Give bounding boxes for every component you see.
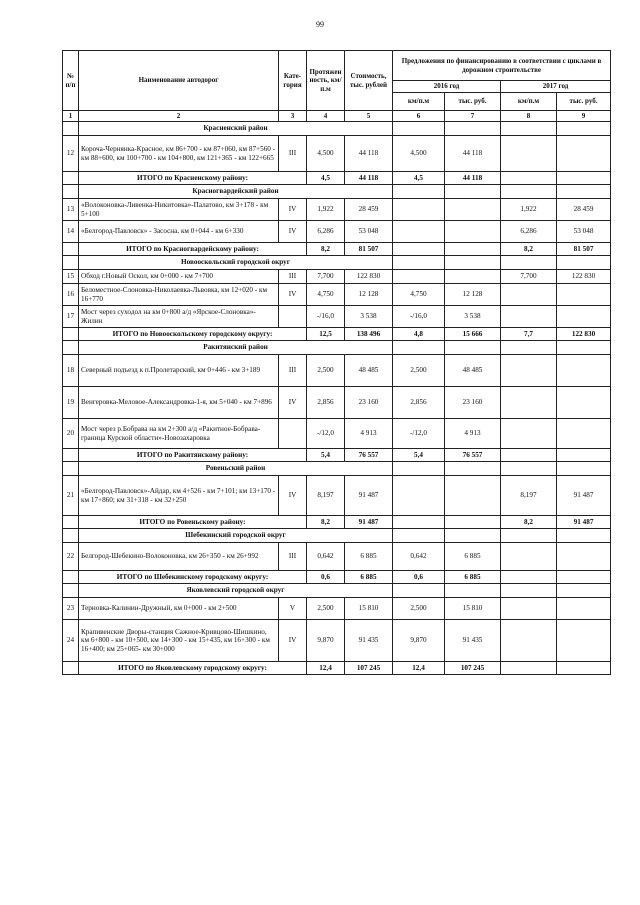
rub-2017: 28 459 xyxy=(557,199,611,221)
row-number: 12 xyxy=(63,136,79,172)
column-number: 5 xyxy=(345,111,393,122)
section-blank-cell xyxy=(445,256,501,270)
total-row xyxy=(63,516,611,529)
section-title: Красногвардейский район xyxy=(79,185,393,199)
section-blank-cell xyxy=(63,529,79,543)
road-cost: 122 830 xyxy=(345,270,393,284)
rub-2017 xyxy=(557,387,611,419)
total-rub-2017: 81 507 xyxy=(557,243,611,256)
total-length: 4,5 xyxy=(307,172,345,185)
total-length-2017: 8,2 xyxy=(501,243,557,256)
section-row xyxy=(63,462,611,476)
header-road-name: Наименование автодорог xyxy=(79,51,279,111)
section-blank-cell xyxy=(557,462,611,476)
table-row xyxy=(63,136,611,172)
section-title: Шебекинский городской округ xyxy=(79,529,393,543)
road-length: 4,500 xyxy=(307,136,345,172)
road-name: Крапивенские Дворы-станция Сажное-Кривцово-Шишкино, км 6+800 - км 10+500, км 14+300 - км 15+435, км 16+300 - км 16+400; км 25+065- км 30+000 xyxy=(79,620,279,662)
road-category: IV xyxy=(279,476,307,516)
total-length: 12,5 xyxy=(307,328,345,341)
road-category: IV xyxy=(279,387,307,419)
total-row xyxy=(63,571,611,584)
total-rub-2017 xyxy=(557,662,611,675)
section-blank-cell xyxy=(445,462,501,476)
road-category: V xyxy=(279,598,307,620)
column-number: 3 xyxy=(279,111,307,122)
total-rub-2016: 107 245 xyxy=(445,662,501,675)
length-2017 xyxy=(501,387,557,419)
header-proposal: Предложения по финансированию в соответствии с циклами в дорожном строительстве xyxy=(393,51,611,81)
column-number: 1 xyxy=(63,111,79,122)
total-rub-2016 xyxy=(445,516,501,529)
column-number: 9 xyxy=(557,111,611,122)
rub-2016: 15 810 xyxy=(445,598,501,620)
total-blank-cell xyxy=(63,516,79,529)
road-name: Обход г.Новый Оскол, км 0+000 - км 7+700 xyxy=(79,270,279,284)
total-rub-2017: 122 830 xyxy=(557,328,611,341)
section-blank-cell xyxy=(393,122,445,136)
road-name: Белгород-Шебекино-Волоконовка, км 26+350 - км 26+992 xyxy=(79,543,279,571)
section-row xyxy=(63,584,611,598)
road-name: Терновка-Калинин-Дружный, км 0+000 - км 2+500 xyxy=(79,598,279,620)
road-cost: 28 459 xyxy=(345,199,393,221)
section-blank-cell xyxy=(557,122,611,136)
table-row xyxy=(63,620,611,662)
rub-2017 xyxy=(557,284,611,306)
section-blank-cell xyxy=(557,256,611,270)
rub-2017 xyxy=(557,419,611,449)
section-row xyxy=(63,256,611,270)
road-length: -/16,0 xyxy=(307,306,345,328)
total-row xyxy=(63,243,611,256)
road-name: «Белгород-Павловск» - Засосна, км 0+044 - км 6+330 xyxy=(79,221,279,243)
length-2017 xyxy=(501,284,557,306)
page-number: 99 xyxy=(316,20,324,29)
total-blank-cell xyxy=(63,449,79,462)
length-2017 xyxy=(501,598,557,620)
road-category: III xyxy=(279,270,307,284)
road-length: 8,197 xyxy=(307,476,345,516)
total-length-2017 xyxy=(501,571,557,584)
table-row xyxy=(63,476,611,516)
section-title: Ракитянский район xyxy=(79,341,393,355)
header-2017-length-unit: км/п.м xyxy=(501,93,557,111)
length-2016: 2,500 xyxy=(393,355,445,387)
total-length-2017 xyxy=(501,662,557,675)
total-row xyxy=(63,172,611,185)
header-year-2017: 2017 год xyxy=(501,81,611,93)
road-category: IV xyxy=(279,284,307,306)
roads-financing-table-container xyxy=(62,50,610,675)
row-number: 20 xyxy=(63,419,79,449)
section-blank-cell xyxy=(501,584,557,598)
row-number: 22 xyxy=(63,543,79,571)
total-title: ИТОГО по Шебекинскому городскому округу: xyxy=(79,571,307,584)
rub-2017 xyxy=(557,620,611,662)
road-length: -/12,0 xyxy=(307,419,345,449)
section-blank-cell xyxy=(63,341,79,355)
road-name: Беломестное-Слоновка-Николаевка-Львовка, км 12+020 - км 16+770 xyxy=(79,284,279,306)
road-name: Короча-Чернянка-Красное, км 86+700 - км 87+060, км 87+560 - км 88+600, км 100+700 - км 104+800, км 121+365 - км 122+665 xyxy=(79,136,279,172)
total-rub-2017 xyxy=(557,571,611,584)
total-length-2016: 0,6 xyxy=(393,571,445,584)
table-row xyxy=(63,543,611,571)
length-2017 xyxy=(501,136,557,172)
rub-2016: 12 128 xyxy=(445,284,501,306)
total-cost: 107 245 xyxy=(345,662,393,675)
total-rub-2016 xyxy=(445,243,501,256)
total-title: ИТОГО по Ровеньскому району: xyxy=(79,516,307,529)
total-blank-cell xyxy=(63,172,79,185)
total-title: ИТОГО по Красногвардейскому району: xyxy=(79,243,307,256)
road-category xyxy=(279,306,307,328)
total-title: ИТОГО по Красненскому району: xyxy=(79,172,307,185)
table-row xyxy=(63,306,611,328)
length-2017: 6,286 xyxy=(501,221,557,243)
length-2016: -/16,0 xyxy=(393,306,445,328)
road-length: 6,286 xyxy=(307,221,345,243)
road-length: 2,856 xyxy=(307,387,345,419)
road-cost: 48 485 xyxy=(345,355,393,387)
section-row xyxy=(63,341,611,355)
table-row xyxy=(63,355,611,387)
length-2016 xyxy=(393,476,445,516)
section-title: Яковлевский городской округ xyxy=(79,584,393,598)
total-length-2016: 4,5 xyxy=(393,172,445,185)
length-2017 xyxy=(501,355,557,387)
total-rub-2016: 15 666 xyxy=(445,328,501,341)
length-2016: 4,500 xyxy=(393,136,445,172)
table-row xyxy=(63,419,611,449)
section-blank-cell xyxy=(557,584,611,598)
total-length: 8,2 xyxy=(307,516,345,529)
header-cost: Стоимость, тыс. рублей xyxy=(345,51,393,111)
road-length: 2,500 xyxy=(307,355,345,387)
road-category: III xyxy=(279,543,307,571)
length-2016: -/12,0 xyxy=(393,419,445,449)
rub-2016: 48 485 xyxy=(445,355,501,387)
section-blank-cell xyxy=(393,341,445,355)
section-blank-cell xyxy=(393,185,445,199)
total-length-2016 xyxy=(393,243,445,256)
road-category: IV xyxy=(279,221,307,243)
rub-2016 xyxy=(445,221,501,243)
rub-2016 xyxy=(445,199,501,221)
total-cost: 6 885 xyxy=(345,571,393,584)
rub-2017 xyxy=(557,355,611,387)
section-blank-cell xyxy=(63,584,79,598)
column-number: 2 xyxy=(79,111,279,122)
length-2017 xyxy=(501,543,557,571)
length-2016: 0,642 xyxy=(393,543,445,571)
length-2016: 2,856 xyxy=(393,387,445,419)
column-number: 8 xyxy=(501,111,557,122)
section-title: Красненский район xyxy=(79,122,393,136)
total-blank-cell xyxy=(63,571,79,584)
road-cost: 23 160 xyxy=(345,387,393,419)
total-length-2016: 5,4 xyxy=(393,449,445,462)
total-cost: 138 496 xyxy=(345,328,393,341)
road-length: 7,700 xyxy=(307,270,345,284)
table-row xyxy=(63,221,611,243)
column-number: 7 xyxy=(445,111,501,122)
header-year-2016: 2016 год xyxy=(393,81,501,93)
row-number: 13 xyxy=(63,199,79,221)
section-title: Новооскольский городской округ xyxy=(79,256,393,270)
road-name: Северный подъезд к п.Пролетарский, км 0+446 - км 3+189 xyxy=(79,355,279,387)
section-blank-cell xyxy=(501,256,557,270)
row-number: 16 xyxy=(63,284,79,306)
road-length: 0,642 xyxy=(307,543,345,571)
rub-2017 xyxy=(557,598,611,620)
road-name: «Волоконовка-Ливенка-Никитовка»-Палатово, км 3+178 - км 5+100 xyxy=(79,199,279,221)
header-2016-length-unit: км/п.м xyxy=(393,93,445,111)
section-blank-cell xyxy=(445,529,501,543)
total-length-2016 xyxy=(393,516,445,529)
table-row xyxy=(63,270,611,284)
section-blank-cell xyxy=(393,256,445,270)
rub-2016: 44 118 xyxy=(445,136,501,172)
total-length-2017 xyxy=(501,449,557,462)
road-category: IV xyxy=(279,620,307,662)
length-2017: 1,922 xyxy=(501,199,557,221)
length-2017 xyxy=(501,620,557,662)
header-length: Протяжен ность, км/п.м xyxy=(307,51,345,111)
total-blank-cell xyxy=(63,328,79,341)
rub-2016 xyxy=(445,476,501,516)
row-number: 14 xyxy=(63,221,79,243)
length-2016 xyxy=(393,199,445,221)
table-row xyxy=(63,387,611,419)
road-cost: 91 435 xyxy=(345,620,393,662)
road-name: Мост через суходол на км 0+800 а/д «Ярское-Слоновка»-Жилин xyxy=(79,306,279,328)
length-2016 xyxy=(393,270,445,284)
total-length-2017: 8,2 xyxy=(501,516,557,529)
total-cost: 81 507 xyxy=(345,243,393,256)
rub-2016: 4 913 xyxy=(445,419,501,449)
road-category: IV xyxy=(279,199,307,221)
table-body xyxy=(63,122,611,675)
column-number: 4 xyxy=(307,111,345,122)
road-category: III xyxy=(279,136,307,172)
rub-2017: 91 487 xyxy=(557,476,611,516)
rub-2016: 6 885 xyxy=(445,543,501,571)
road-category xyxy=(279,419,307,449)
section-blank-cell xyxy=(445,185,501,199)
section-blank-cell xyxy=(445,584,501,598)
road-cost: 6 885 xyxy=(345,543,393,571)
road-cost: 15 810 xyxy=(345,598,393,620)
road-cost: 12 128 xyxy=(345,284,393,306)
section-blank-cell xyxy=(501,122,557,136)
row-number: 21 xyxy=(63,476,79,516)
rub-2016: 91 435 xyxy=(445,620,501,662)
total-row xyxy=(63,449,611,462)
road-category: III xyxy=(279,355,307,387)
total-row xyxy=(63,328,611,341)
road-length: 2,500 xyxy=(307,598,345,620)
total-rub-2016: 6 885 xyxy=(445,571,501,584)
total-title: ИТОГО по Новооскольскому городскому округу: xyxy=(79,328,307,341)
section-blank-cell xyxy=(393,584,445,598)
length-2017 xyxy=(501,306,557,328)
length-2017: 8,197 xyxy=(501,476,557,516)
length-2017: 7,700 xyxy=(501,270,557,284)
section-blank-cell xyxy=(393,462,445,476)
road-cost: 44 118 xyxy=(345,136,393,172)
road-length: 1,922 xyxy=(307,199,345,221)
length-2016: 4,750 xyxy=(393,284,445,306)
column-number: 6 xyxy=(393,111,445,122)
section-blank-cell xyxy=(501,529,557,543)
road-name: «Белгород-Павловск»-Айдар, км 4+526 - км 7+101; км 13+170 - км 17+860; км 31+318 - км 32+250 xyxy=(79,476,279,516)
header-no: № п/п xyxy=(63,51,79,111)
row-number: 17 xyxy=(63,306,79,328)
total-rub-2017 xyxy=(557,449,611,462)
section-row xyxy=(63,122,611,136)
section-blank-cell xyxy=(557,341,611,355)
road-cost: 91 487 xyxy=(345,476,393,516)
row-number: 18 xyxy=(63,355,79,387)
table-row xyxy=(63,199,611,221)
total-rub-2016: 76 557 xyxy=(445,449,501,462)
table-header xyxy=(63,51,611,122)
row-number: 19 xyxy=(63,387,79,419)
length-2016: 2,500 xyxy=(393,598,445,620)
road-length: 9,870 xyxy=(307,620,345,662)
total-blank-cell xyxy=(63,662,79,675)
road-cost: 3 538 xyxy=(345,306,393,328)
total-length: 8,2 xyxy=(307,243,345,256)
total-length-2017 xyxy=(501,172,557,185)
length-2016 xyxy=(393,221,445,243)
rub-2017 xyxy=(557,136,611,172)
rub-2017 xyxy=(557,543,611,571)
row-number: 24 xyxy=(63,620,79,662)
total-title: ИТОГО по Яковлевскому городскому округу: xyxy=(79,662,307,675)
total-rub-2017: 91 487 xyxy=(557,516,611,529)
total-length-2016: 4,8 xyxy=(393,328,445,341)
section-blank-cell xyxy=(63,185,79,199)
section-blank-cell xyxy=(63,256,79,270)
road-length: 4,750 xyxy=(307,284,345,306)
section-blank-cell xyxy=(445,122,501,136)
section-title: Ровеньский район xyxy=(79,462,393,476)
rub-2016: 23 160 xyxy=(445,387,501,419)
rub-2016 xyxy=(445,270,501,284)
rub-2017: 53 048 xyxy=(557,221,611,243)
total-length: 5,4 xyxy=(307,449,345,462)
table-row xyxy=(63,598,611,620)
length-2016: 9,870 xyxy=(393,620,445,662)
rub-2017 xyxy=(557,306,611,328)
total-cost: 44 118 xyxy=(345,172,393,185)
header-2016-rub-unit: тыс. руб. xyxy=(445,93,501,111)
total-rub-2017 xyxy=(557,172,611,185)
total-row xyxy=(63,662,611,675)
section-row xyxy=(63,529,611,543)
section-row xyxy=(63,185,611,199)
row-number: 15 xyxy=(63,270,79,284)
section-blank-cell xyxy=(63,462,79,476)
section-blank-cell xyxy=(445,341,501,355)
section-blank-cell xyxy=(501,462,557,476)
rub-2016: 3 538 xyxy=(445,306,501,328)
total-length: 0,6 xyxy=(307,571,345,584)
total-rub-2016: 44 118 xyxy=(445,172,501,185)
total-blank-cell xyxy=(63,243,79,256)
total-cost: 91 487 xyxy=(345,516,393,529)
table-row xyxy=(63,284,611,306)
length-2017 xyxy=(501,419,557,449)
total-title: ИТОГО по Ракитянскому району: xyxy=(79,449,307,462)
section-blank-cell xyxy=(63,122,79,136)
section-blank-cell xyxy=(557,529,611,543)
total-length: 12,4 xyxy=(307,662,345,675)
header-2017-rub-unit: тыс. руб. xyxy=(557,93,611,111)
section-blank-cell xyxy=(501,185,557,199)
roads-financing-table xyxy=(62,50,611,675)
section-blank-cell xyxy=(501,341,557,355)
row-number: 23 xyxy=(63,598,79,620)
section-blank-cell xyxy=(393,529,445,543)
total-length-2017: 7,7 xyxy=(501,328,557,341)
header-category: Кате-гория xyxy=(279,51,307,111)
road-cost: 53 048 xyxy=(345,221,393,243)
road-name: Венгеровка-Меловое-Александровка-1-я, км 5+040 - км 7+896 xyxy=(79,387,279,419)
rub-2017: 122 830 xyxy=(557,270,611,284)
road-cost: 4 913 xyxy=(345,419,393,449)
section-blank-cell xyxy=(557,185,611,199)
road-name: Мост через р.Бобрава на км 2+300 а/д «Ракитное-Бобрава-граница Курской области»-Новозахаровка xyxy=(79,419,279,449)
total-cost: 76 557 xyxy=(345,449,393,462)
total-length-2016: 12,4 xyxy=(393,662,445,675)
